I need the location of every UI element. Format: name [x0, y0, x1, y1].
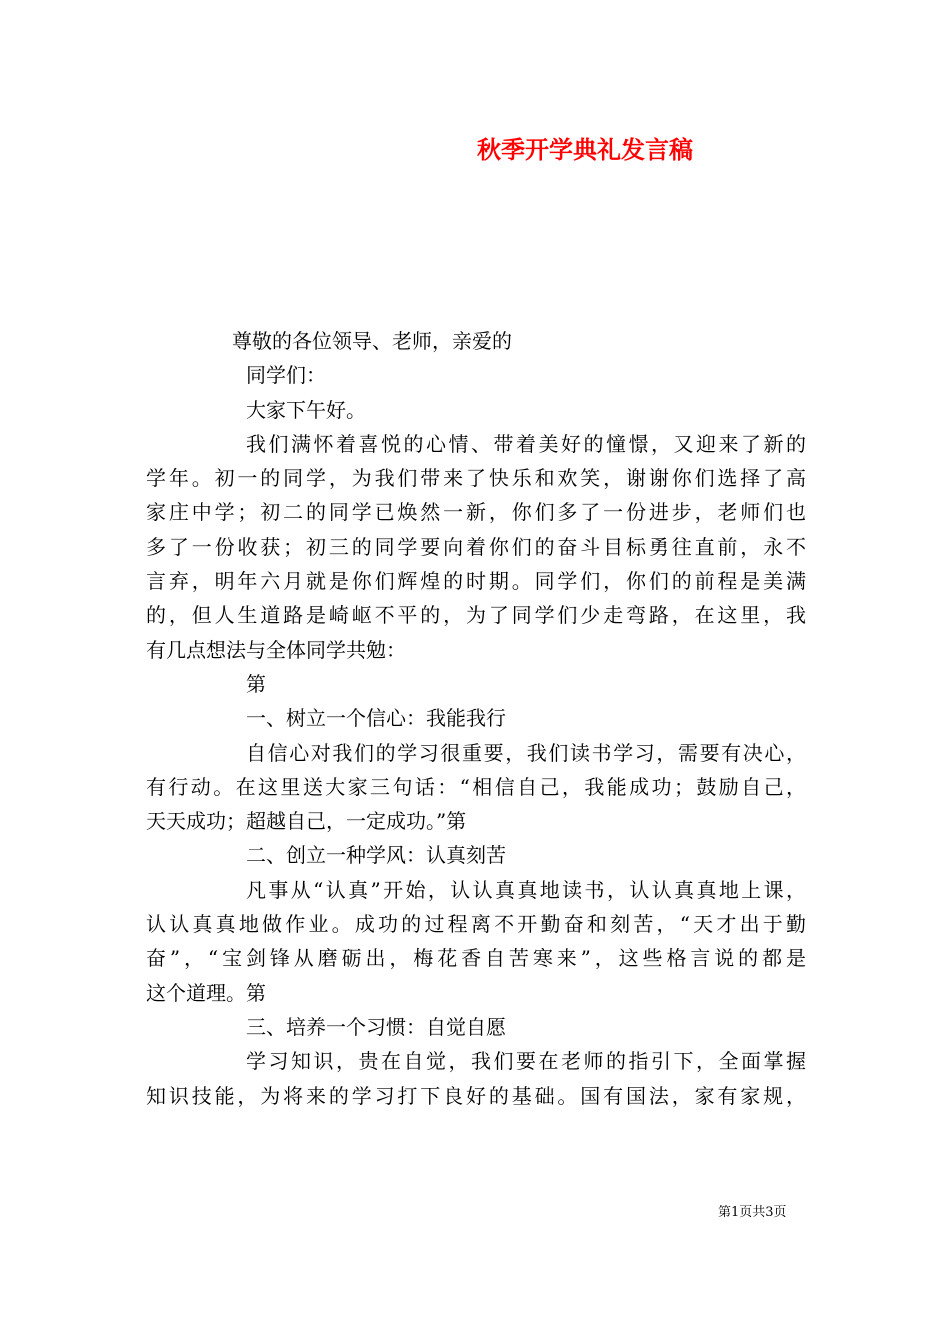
text-line: 我们满怀着喜悦的心情、带着美好的憧憬，又迎来了新的	[246, 431, 806, 456]
text-line: 多了一份收获；初三的同学要向着你们的奋斗目标勇往直前，永不	[146, 534, 806, 559]
text-line: 天天成功；超越自己，一定成功。”第	[146, 809, 467, 834]
section-heading: 三、培养一个习惯：自觉自愿	[246, 1014, 506, 1039]
text-line: 认认真真地做作业。成功的过程离不开勤奋和刻苦，“天才出于勤	[146, 912, 806, 937]
text-line: 知识技能，为将来的学习打下良好的基础。国有国法，家有家规，	[146, 1083, 806, 1108]
text-line: 自信心对我们的学习很重要，我们读书学习，需要有决心，	[246, 740, 806, 765]
text-line: 凡事从“认真”开始，认认真真地读书，认认真真地上课，	[246, 877, 806, 902]
page-number: 第1页共3页	[718, 1205, 787, 1220]
text-line: 学年。初一的同学，为我们带来了快乐和欢笑，谢谢你们选择了高	[146, 466, 806, 491]
text-line: 尊敬的各位领导、老师，亲爱的	[232, 329, 512, 353]
document-body	[146, 324, 806, 1113]
text-line: 这个道理。第	[146, 980, 266, 1005]
text-line: 家庄中学；初二的同学已焕然一新，你们多了一份进步，老师们也	[146, 500, 806, 525]
section-heading: 一、树立一个信心：我能我行	[246, 706, 506, 731]
text-line: 大家下午好。	[246, 397, 366, 422]
section-heading: 二、创立一种学风：认真刻苦	[246, 843, 506, 868]
text-line: 言弃，明年六月就是你们辉煌的时期。同学们，你们的前程是美满	[146, 569, 806, 594]
text-line: 有几点想法与全体同学共勉：	[146, 637, 406, 662]
document-title: 秋季开学典礼发言稿	[477, 135, 693, 164]
text-line: 奋”，“宝剑锋从磨砺出，梅花香自苦寒来”，这些格言说的都是	[146, 946, 806, 971]
text-line: 同学们：	[246, 363, 326, 388]
text-line: 有行动。在这里送大家三句话：“相信自己，我能成功；鼓励自己，	[146, 774, 806, 799]
text-line: 第	[246, 671, 266, 696]
text-line: 的，但人生道路是崎岖不平的，为了同学们少走弯路，在这里，我	[146, 603, 806, 628]
text-line: 学习知识，贵在自觉，我们要在老师的指引下，全面掌握	[246, 1049, 806, 1074]
